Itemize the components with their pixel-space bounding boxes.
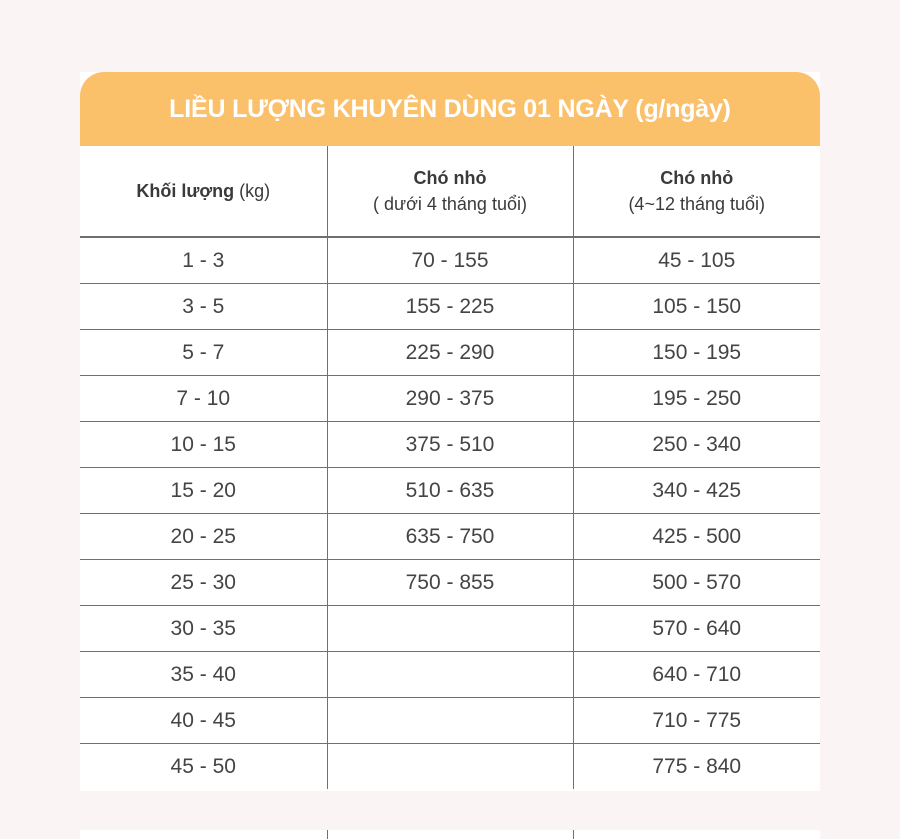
table-row <box>80 284 820 330</box>
dose-4-12m-cell: 150 - 195 <box>573 330 820 376</box>
dose-under-4m-cell: 375 - 510 <box>327 422 573 468</box>
dose-under-4m-cell <box>327 744 573 790</box>
table-row <box>80 422 820 468</box>
dose-under-4m-cell: 510 - 635 <box>327 468 573 514</box>
weight-cell: 45 - 50 <box>170 754 236 778</box>
weight-cell: 15 - 20 <box>80 468 327 514</box>
dosage-title-bar <box>80 72 820 146</box>
weight-cell: 30 - 35 <box>80 606 327 652</box>
next-table-edge <box>80 830 820 839</box>
dose-4-12m-cell: 250 - 340 <box>573 422 820 468</box>
weight-cell: 10 - 15 <box>80 422 327 468</box>
header-puppy-under-4m-sub: ( dưới 4 tháng tuổi) <box>373 194 527 214</box>
header-puppy-4-12m-sub: (4~12 tháng tuổi) <box>628 194 766 214</box>
dose-4-12m-cell: 710 - 775 <box>573 698 820 744</box>
dose-under-4m-cell: 635 - 750 <box>327 514 573 560</box>
dose-under-4m-cell: 155 - 225 <box>327 284 573 330</box>
dose-under-4m-cell: 70 - 155 <box>327 237 573 284</box>
table-row <box>80 560 820 606</box>
weight-cell: 7 - 10 <box>80 376 327 422</box>
table-body <box>80 237 820 789</box>
dosage-title: LIỀU LƯỢNG KHUYÊN DÙNG 01 NGÀY (g/ngày) <box>169 94 731 123</box>
weight-cell: 35 - 40 <box>80 652 327 698</box>
weight-cell: 40 - 45 <box>80 698 327 744</box>
table-row <box>80 606 820 652</box>
dose-under-4m-cell: 290 - 375 <box>327 376 573 422</box>
dose-4-12m-cell: 45 - 105 <box>573 237 820 284</box>
weight-cell: 1 - 3 <box>80 237 327 284</box>
next-table-divider <box>573 830 574 839</box>
weight-cell: 5 - 7 <box>80 330 327 376</box>
table-row <box>80 698 820 744</box>
header-puppy-4-12m <box>573 146 820 237</box>
weight-cell: 3 - 5 <box>80 284 327 330</box>
header-puppy-under-4m <box>327 146 573 237</box>
table-row <box>80 376 820 422</box>
header-weight <box>80 146 327 237</box>
dose-4-12m-cell: 640 - 710 <box>573 652 820 698</box>
table-row <box>80 652 820 698</box>
dose-4-12m-cell: 340 - 425 <box>573 468 820 514</box>
dose-under-4m-cell <box>327 652 573 698</box>
table-header-row <box>80 146 820 237</box>
dose-4-12m-cell: 775 - 840 <box>573 744 820 790</box>
header-puppy-under-4m-label: Chó nhỏ <box>413 168 487 188</box>
dose-under-4m-cell: 750 - 855 <box>327 560 573 606</box>
dose-under-4m-cell <box>327 606 573 652</box>
dose-4-12m-cell: 195 - 250 <box>573 376 820 422</box>
header-weight-unit: (kg) <box>234 181 271 201</box>
dose-4-12m-cell: 425 - 500 <box>573 514 820 560</box>
header-puppy-4-12m-label: Chó nhỏ <box>660 168 734 188</box>
table-row <box>80 744 820 790</box>
dose-under-4m-cell: 225 - 290 <box>327 330 573 376</box>
dose-4-12m-cell: 570 - 640 <box>573 606 820 652</box>
weight-cell: 20 - 25 <box>80 514 327 560</box>
table-row <box>80 468 820 514</box>
table-row <box>80 514 820 560</box>
dose-4-12m-cell: 105 - 150 <box>573 284 820 330</box>
dose-under-4m-cell <box>327 698 573 744</box>
table-row <box>80 330 820 376</box>
header-weight-label: Khối lượng <box>136 181 235 201</box>
dose-4-12m-cell: 500 - 570 <box>573 560 820 606</box>
table-row <box>80 237 820 284</box>
next-table-divider <box>327 830 328 839</box>
weight-cell: 25 - 30 <box>80 560 327 606</box>
dosage-table <box>80 146 820 789</box>
